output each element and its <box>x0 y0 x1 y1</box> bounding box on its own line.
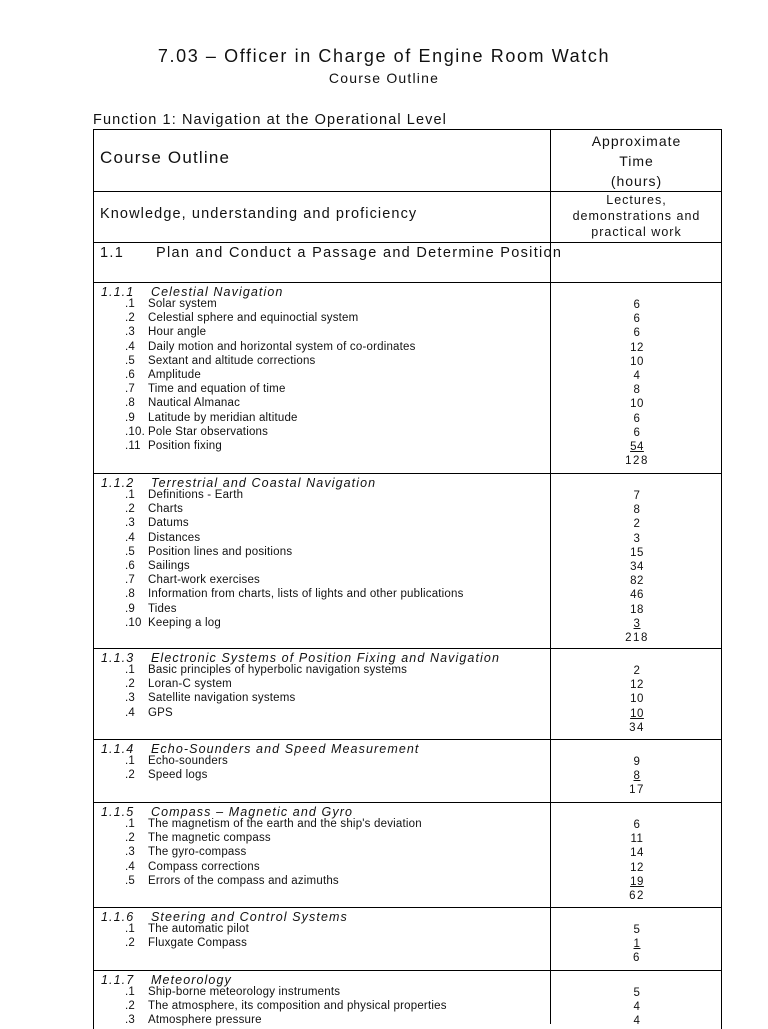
item-hours-value: 4 <box>633 1001 641 1014</box>
item-text: Amplitude <box>148 369 201 381</box>
outline-item <box>125 355 316 367</box>
subsection-number: 1.1.7 <box>101 973 135 987</box>
outline-item <box>125 341 416 353</box>
item-hours <box>600 847 674 859</box>
subsection-name: Meteorology <box>151 973 232 987</box>
subsection-total: 6 <box>633 952 641 965</box>
table-header-course-outline: Course Outline <box>100 148 231 167</box>
item-hours-value: 8 <box>633 504 641 517</box>
item-text: Latitude by meridian altitude <box>148 411 298 424</box>
item-number: .7 <box>125 574 135 587</box>
subsection-divider <box>93 802 722 803</box>
outline-item <box>125 532 200 544</box>
item-number: .3 <box>125 692 135 705</box>
item-hours <box>600 924 674 936</box>
item-number: .4 <box>125 860 135 873</box>
outline-item <box>125 923 249 935</box>
item-hours-value: 6 <box>633 327 641 340</box>
item-hours <box>600 938 674 950</box>
item-text: Sextant and altitude corrections <box>148 354 316 367</box>
item-number: .4 <box>125 706 135 719</box>
subsection-total: 218 <box>625 632 649 644</box>
item-hours-value: 8 <box>633 770 641 783</box>
item-hours-value: 14 <box>630 847 644 860</box>
subsection-number: 1.1.2 <box>101 476 135 490</box>
item-hours <box>600 561 674 573</box>
outline-item <box>125 617 221 629</box>
subsection-divider <box>93 907 722 908</box>
item-number: .1 <box>125 923 135 935</box>
outline-item <box>125 383 286 395</box>
item-number: .5 <box>125 874 135 887</box>
item-hours-value: 1 <box>633 938 641 951</box>
item-hours-value: 8 <box>633 384 641 397</box>
row-divider <box>93 282 722 283</box>
item-hours <box>600 427 674 439</box>
item-number: .2 <box>125 1000 135 1013</box>
table-header-lectures-line: practical work <box>591 225 682 239</box>
outline-item <box>125 692 296 704</box>
column-divider <box>550 282 551 1024</box>
outline-item <box>125 818 422 830</box>
item-number: .6 <box>125 560 135 572</box>
item-number: .1 <box>125 986 135 998</box>
item-hours-value: 6 <box>633 313 641 326</box>
item-hours-value: 3 <box>633 532 641 545</box>
outline-item <box>125 832 271 844</box>
section-title: Plan and Conduct a Passage and Determine Position <box>156 245 563 261</box>
item-hours <box>600 370 674 382</box>
item-hours <box>600 1001 674 1013</box>
item-text: Fluxgate Compass <box>148 937 248 950</box>
item-hours <box>600 756 674 768</box>
item-hours-value: 9 <box>633 756 641 768</box>
outline-item <box>125 664 407 676</box>
item-text: Speed logs <box>148 769 208 782</box>
section-heading <box>100 245 562 261</box>
item-text: Echo-sounders <box>148 755 228 767</box>
item-number: .10. <box>125 425 145 438</box>
item-text: Hour angle <box>148 326 207 339</box>
item-hours <box>600 604 674 616</box>
outline-item <box>125 986 340 998</box>
item-hours-value: 3 <box>633 617 641 630</box>
item-number: .2 <box>125 312 135 325</box>
outline-item <box>125 588 464 600</box>
item-text: The magnetic compass <box>148 832 271 845</box>
item-hours-value: 15 <box>630 546 644 559</box>
outline-item <box>125 546 292 558</box>
item-text: Information from charts, lists of lights and other publications <box>148 588 464 601</box>
outline-item <box>125 298 217 310</box>
item-text: Sailings <box>148 560 190 572</box>
item-text: Position lines and positions <box>148 545 293 558</box>
item-text: Satellite navigation systems <box>148 692 296 705</box>
item-text: Tides <box>148 602 177 615</box>
subsection-title <box>101 973 232 987</box>
item-hours-value: 10 <box>630 707 644 720</box>
item-number: .8 <box>125 397 135 410</box>
item-text: Atmosphere pressure <box>148 1014 262 1027</box>
item-hours-value: 2 <box>633 518 641 531</box>
item-text: The magnetism of the earth and the ship's deviation <box>148 818 422 830</box>
item-hours <box>600 589 674 601</box>
item-number: .3 <box>125 846 135 859</box>
subsection-number: 1.1.4 <box>101 742 135 756</box>
item-number: .2 <box>125 832 135 845</box>
outline-item <box>125 603 177 615</box>
item-hours <box>600 533 674 545</box>
subsection-name: Electronic Systems of Position Fixing and Navigation <box>151 651 501 665</box>
item-number: .1 <box>125 489 135 501</box>
item-text: Time and equation of time <box>148 383 286 396</box>
item-number: .5 <box>125 545 135 558</box>
item-number: .3 <box>125 326 135 339</box>
outline-item <box>125 426 268 438</box>
outline-item <box>125 574 260 586</box>
item-number: .1 <box>125 755 135 767</box>
subsection-number: 1.1.1 <box>101 285 135 299</box>
table-header-time-line: (hours) <box>610 173 663 189</box>
document-title: 7.03 – Officer in Charge of Engine Room Watch <box>157 46 611 66</box>
outline-item <box>125 769 208 781</box>
item-hours <box>600 1015 674 1027</box>
outline-item <box>125 678 232 690</box>
item-hours <box>600 833 674 845</box>
item-text: The gyro-compass <box>148 846 247 859</box>
subsection-name: Terrestrial and Coastal Navigation <box>151 476 377 490</box>
subsection-number: 1.1.5 <box>101 805 135 819</box>
item-number: .2 <box>125 769 135 782</box>
item-text: Datums <box>148 517 189 530</box>
item-hours-value: 7 <box>633 490 641 502</box>
item-hours <box>600 490 674 502</box>
item-number: .3 <box>125 517 135 530</box>
item-hours <box>600 862 674 874</box>
outline-item <box>125 326 206 338</box>
item-hours-value: 12 <box>630 341 644 354</box>
item-text: Position fixing <box>148 440 222 452</box>
item-hours-value: 6 <box>633 819 641 831</box>
item-number: .8 <box>125 588 135 601</box>
subsection-number: 1.1.3 <box>101 651 135 665</box>
outline-item <box>125 517 189 529</box>
outline-item <box>125 369 201 381</box>
subsection-title <box>101 651 500 665</box>
item-number: .3 <box>125 1014 135 1027</box>
item-hours <box>600 708 674 720</box>
item-hours <box>600 665 674 677</box>
item-number: .2 <box>125 503 135 516</box>
item-text: Chart-work exercises <box>148 574 260 587</box>
item-hours-value: 12 <box>630 861 644 874</box>
item-hours-value: 54 <box>630 441 644 453</box>
table-header-lectures-line: Lectures, <box>606 193 667 207</box>
item-hours-value: 5 <box>633 924 641 936</box>
item-hours <box>600 876 674 888</box>
table-header-lectures-line: demonstrations and <box>572 209 701 223</box>
item-text: Keeping a log <box>148 616 221 629</box>
item-text: Compass corrections <box>148 860 260 873</box>
item-hours-value: 46 <box>630 589 644 602</box>
item-number: .9 <box>125 411 135 424</box>
item-number: .7 <box>125 383 135 396</box>
item-text: Nautical Almanac <box>148 397 241 410</box>
item-hours <box>600 693 674 705</box>
outline-item <box>125 846 246 858</box>
item-number: .10 <box>125 616 142 629</box>
item-hours <box>600 413 674 425</box>
subsection-title <box>101 476 376 490</box>
item-number: .1 <box>125 664 135 676</box>
item-number: .11 <box>125 440 141 452</box>
subsection-divider <box>93 739 722 740</box>
item-number: .1 <box>125 298 135 310</box>
item-hours <box>600 770 674 782</box>
item-text: Pole Star observations <box>148 425 269 438</box>
subsection-name: Celestial Navigation <box>151 285 284 299</box>
outline-item <box>125 312 358 324</box>
item-number: .2 <box>125 678 135 691</box>
item-text: Charts <box>148 503 184 516</box>
outline-item <box>125 707 173 719</box>
outline-item <box>125 861 260 873</box>
subsection-name: Steering and Control Systems <box>151 910 348 924</box>
item-hours <box>600 327 674 339</box>
item-hours-value: 34 <box>630 561 644 573</box>
item-hours-value: 82 <box>630 575 644 588</box>
item-number: .4 <box>125 340 135 353</box>
item-text: Ship-borne meteorology instruments <box>148 986 341 998</box>
table-header-time-line: Time <box>619 153 654 169</box>
item-hours-value: 19 <box>630 875 644 888</box>
outline-item <box>125 503 183 515</box>
item-text: Errors of the compass and azimuths <box>148 874 339 887</box>
outline-item <box>125 412 298 424</box>
section-number: 1.1 <box>100 245 125 261</box>
subsection-title <box>101 910 348 924</box>
item-hours-value: 6 <box>633 299 641 311</box>
item-hours <box>600 819 674 831</box>
item-hours-value: 4 <box>633 1015 641 1028</box>
item-hours-value: 10 <box>630 693 644 706</box>
item-text: Basic principles of hyperbolic navigation systems <box>148 664 408 676</box>
item-text: The automatic pilot <box>148 923 249 935</box>
table-header-knowledge: Knowledge, understanding and proficiency <box>100 206 418 222</box>
function-label: Function 1: Navigation at the Operational Level <box>93 112 447 128</box>
item-text: Distances <box>148 531 201 544</box>
subsection-total: 128 <box>625 455 649 468</box>
outline-item <box>125 489 243 501</box>
outline-item <box>125 397 240 409</box>
subsection-divider <box>93 648 722 649</box>
subsection-total: 17 <box>629 784 645 797</box>
item-hours-value: 18 <box>630 603 644 616</box>
table-header-time <box>551 131 722 191</box>
item-hours <box>600 518 674 530</box>
item-hours <box>600 356 674 368</box>
outline-item <box>125 560 190 572</box>
item-hours <box>600 441 674 453</box>
item-text: Daily motion and horizontal system of co-ordinates <box>148 340 416 353</box>
subsection-divider <box>93 970 722 971</box>
item-hours-value: 2 <box>633 665 641 677</box>
outline-item <box>125 440 222 452</box>
item-number: .5 <box>125 354 135 367</box>
item-number: .4 <box>125 531 135 544</box>
item-text: Celestial sphere and equinoctial system <box>148 312 359 325</box>
item-number: .9 <box>125 602 135 615</box>
item-hours <box>600 547 674 559</box>
subsection-total: 34 <box>629 721 645 734</box>
item-hours <box>600 504 674 516</box>
row-divider <box>93 242 722 243</box>
item-hours <box>600 299 674 311</box>
document-subtitle: Course Outline <box>328 70 440 86</box>
item-hours <box>600 618 674 630</box>
item-hours-value: 12 <box>630 679 644 692</box>
item-hours-value: 10 <box>630 398 644 411</box>
table-header-lectures <box>551 192 722 240</box>
item-hours <box>600 342 674 354</box>
item-hours-value: 6 <box>633 426 641 439</box>
item-hours <box>600 398 674 410</box>
subsection-name: Compass – Magnetic and Gyro <box>151 805 354 819</box>
subsection-title <box>101 805 353 819</box>
item-hours-value: 4 <box>633 370 641 382</box>
outline-item <box>125 937 247 949</box>
subsection-divider <box>93 473 722 474</box>
outline-item <box>125 1014 262 1026</box>
item-hours-value: 6 <box>633 412 641 425</box>
item-number: .1 <box>125 818 135 830</box>
item-hours <box>600 575 674 587</box>
subsection-name: Echo-Sounders and Speed Measurement <box>151 742 420 756</box>
item-text: Solar system <box>148 298 217 310</box>
subsection-total: 62 <box>629 890 645 902</box>
item-text: GPS <box>148 706 173 719</box>
subsection-number: 1.1.6 <box>101 910 135 924</box>
item-text: The atmosphere, its composition and physical properties <box>148 1000 447 1013</box>
item-hours-value: 10 <box>630 355 644 368</box>
item-hours-value: 5 <box>633 987 641 999</box>
outline-item <box>125 755 228 767</box>
item-text: Definitions - Earth <box>148 489 244 501</box>
item-number: .6 <box>125 369 135 381</box>
item-hours <box>600 679 674 691</box>
item-hours <box>600 384 674 396</box>
outline-item <box>125 1000 447 1012</box>
item-number: .2 <box>125 937 135 950</box>
item-text: Loran-C system <box>148 678 232 691</box>
item-hours-value: 11 <box>630 833 644 846</box>
subsection-title <box>101 742 420 756</box>
subsection-title <box>101 285 283 299</box>
item-hours <box>600 313 674 325</box>
item-hours <box>600 987 674 999</box>
outline-item <box>125 875 339 887</box>
table-header-time-line: Approximate <box>591 133 682 149</box>
